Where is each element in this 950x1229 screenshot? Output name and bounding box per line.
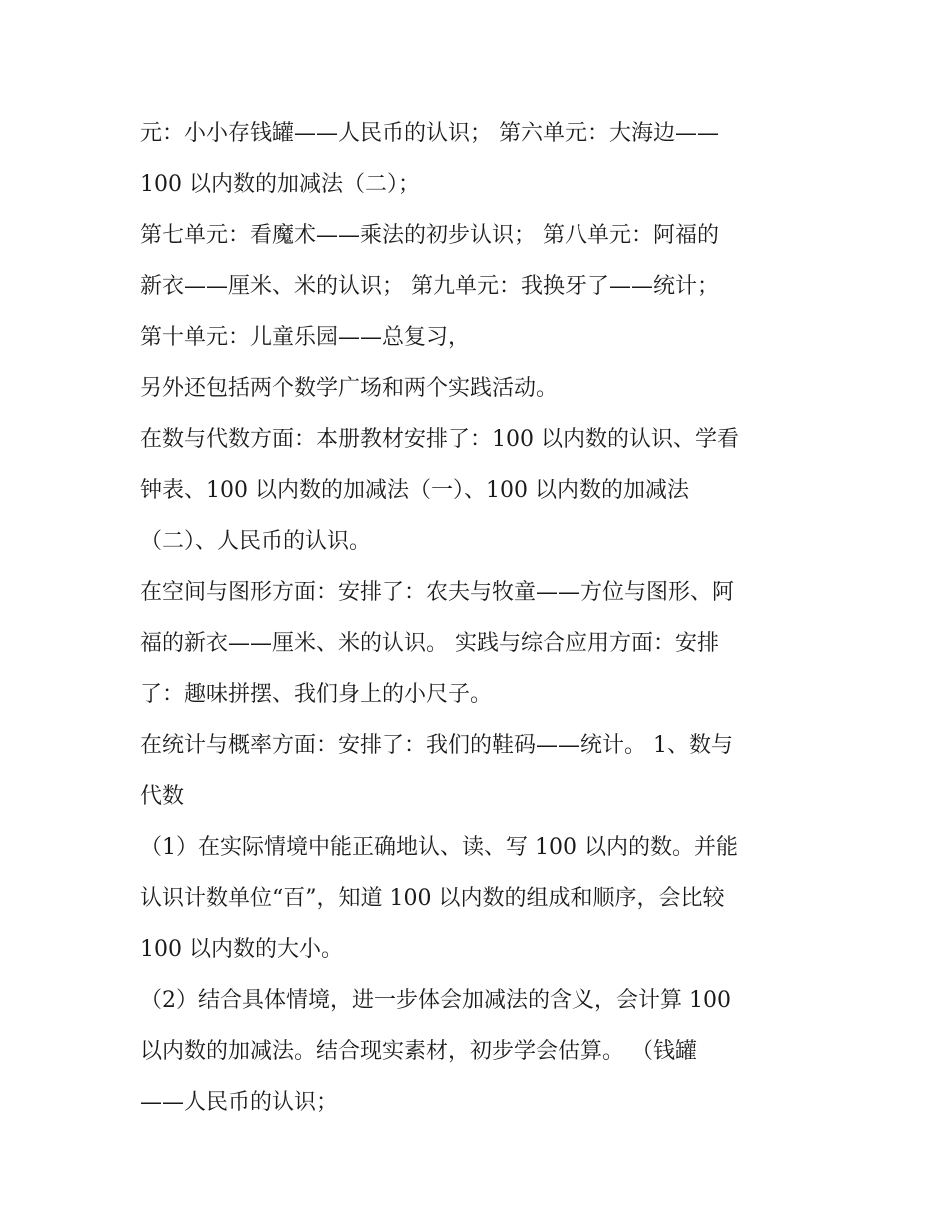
text-line: （1）在实际情境中能正确地认、读、写 100 以内的数。并能	[140, 835, 738, 860]
text-line: 钟表、100 以内数的加减法（一）、100 以内数的加减法	[140, 478, 689, 503]
text-line: 认识计数单位“百”，知道 100 以内数的组成和顺序，会比较	[140, 886, 725, 911]
text-line: 代数	[140, 784, 185, 809]
text-line: ——人民币的认识；	[140, 1090, 339, 1115]
text-line: 以内数的加减法。结合现实素材，初步学会估算。 （钱罐	[140, 1039, 697, 1064]
text-line: 100 以内数的加减法（二）；	[140, 172, 420, 197]
text-line: 第十单元：儿童乐园——总复习，	[140, 325, 471, 350]
text-line: （2）结合具体情境，进一步体会加减法的含义，会计算 100	[140, 988, 731, 1013]
text-line: 在统计与概率方面：安排了：我们的鞋码——统计。 1、数与	[140, 733, 733, 758]
text-line: 在空间与图形方面：安排了：农夫与牧童——方位与图形、阿	[140, 580, 735, 605]
body-text	[140, 108, 830, 1128]
text-line: 另外还包括两个数学广场和两个实践活动。	[140, 376, 559, 401]
text-line: 新衣——厘米、米的认识； 第九单元：我换牙了——统计；	[140, 274, 719, 299]
text-line: 第七单元：看魔术——乘法的初步认识； 第八单元：阿福的	[140, 223, 719, 248]
text-line: 100 以内数的大小。	[140, 937, 343, 962]
text-line: （二）、人民币的认识。	[140, 529, 372, 554]
text-line: 了：趣味拼摆、我们身上的小尺子。	[140, 682, 493, 707]
text-line: 福的新衣——厘米、米的认识。 实践与综合应用方面：安排	[140, 631, 719, 656]
text-line: 在数与代数方面：本册教材安排了：100 以内数的认识、学看	[140, 427, 739, 452]
text-line: 元：小小存钱罐——人民币的认识； 第六单元：大海边——	[140, 121, 719, 146]
